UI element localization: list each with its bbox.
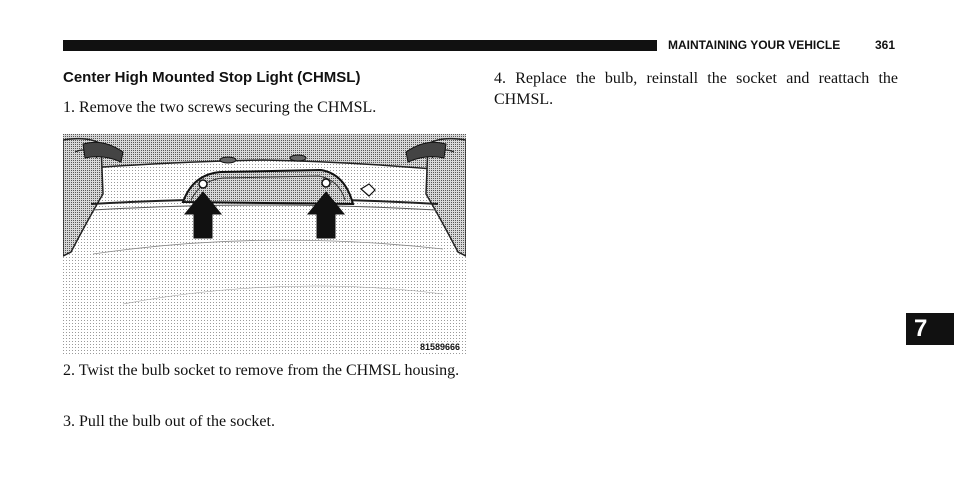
figure-code: 81589666 — [420, 342, 461, 352]
step-2: 2. Twist the bulb socket to remove from the CHMSL housing. — [63, 362, 460, 379]
section-title: Center High Mounted Stop Light (CHMSL) — [63, 69, 361, 86]
chapter-number: 7 — [914, 315, 928, 342]
step-3: 3. Pull the bulb out of the socket. — [63, 413, 275, 430]
step-4: 4. Replace the bulb, reinstall the socket and reattach the CHMSL. — [494, 70, 898, 108]
chmsl-drawing — [63, 134, 466, 355]
step-1: 1. Remove the two screws securing the CHMSL. — [63, 99, 377, 116]
chapter-tab — [906, 313, 954, 345]
header-rule — [63, 40, 657, 51]
page-number: 361 — [875, 38, 896, 52]
chmsl-illustration — [63, 134, 466, 355]
running-head: MAINTAINING YOUR VEHICLE — [668, 38, 841, 52]
